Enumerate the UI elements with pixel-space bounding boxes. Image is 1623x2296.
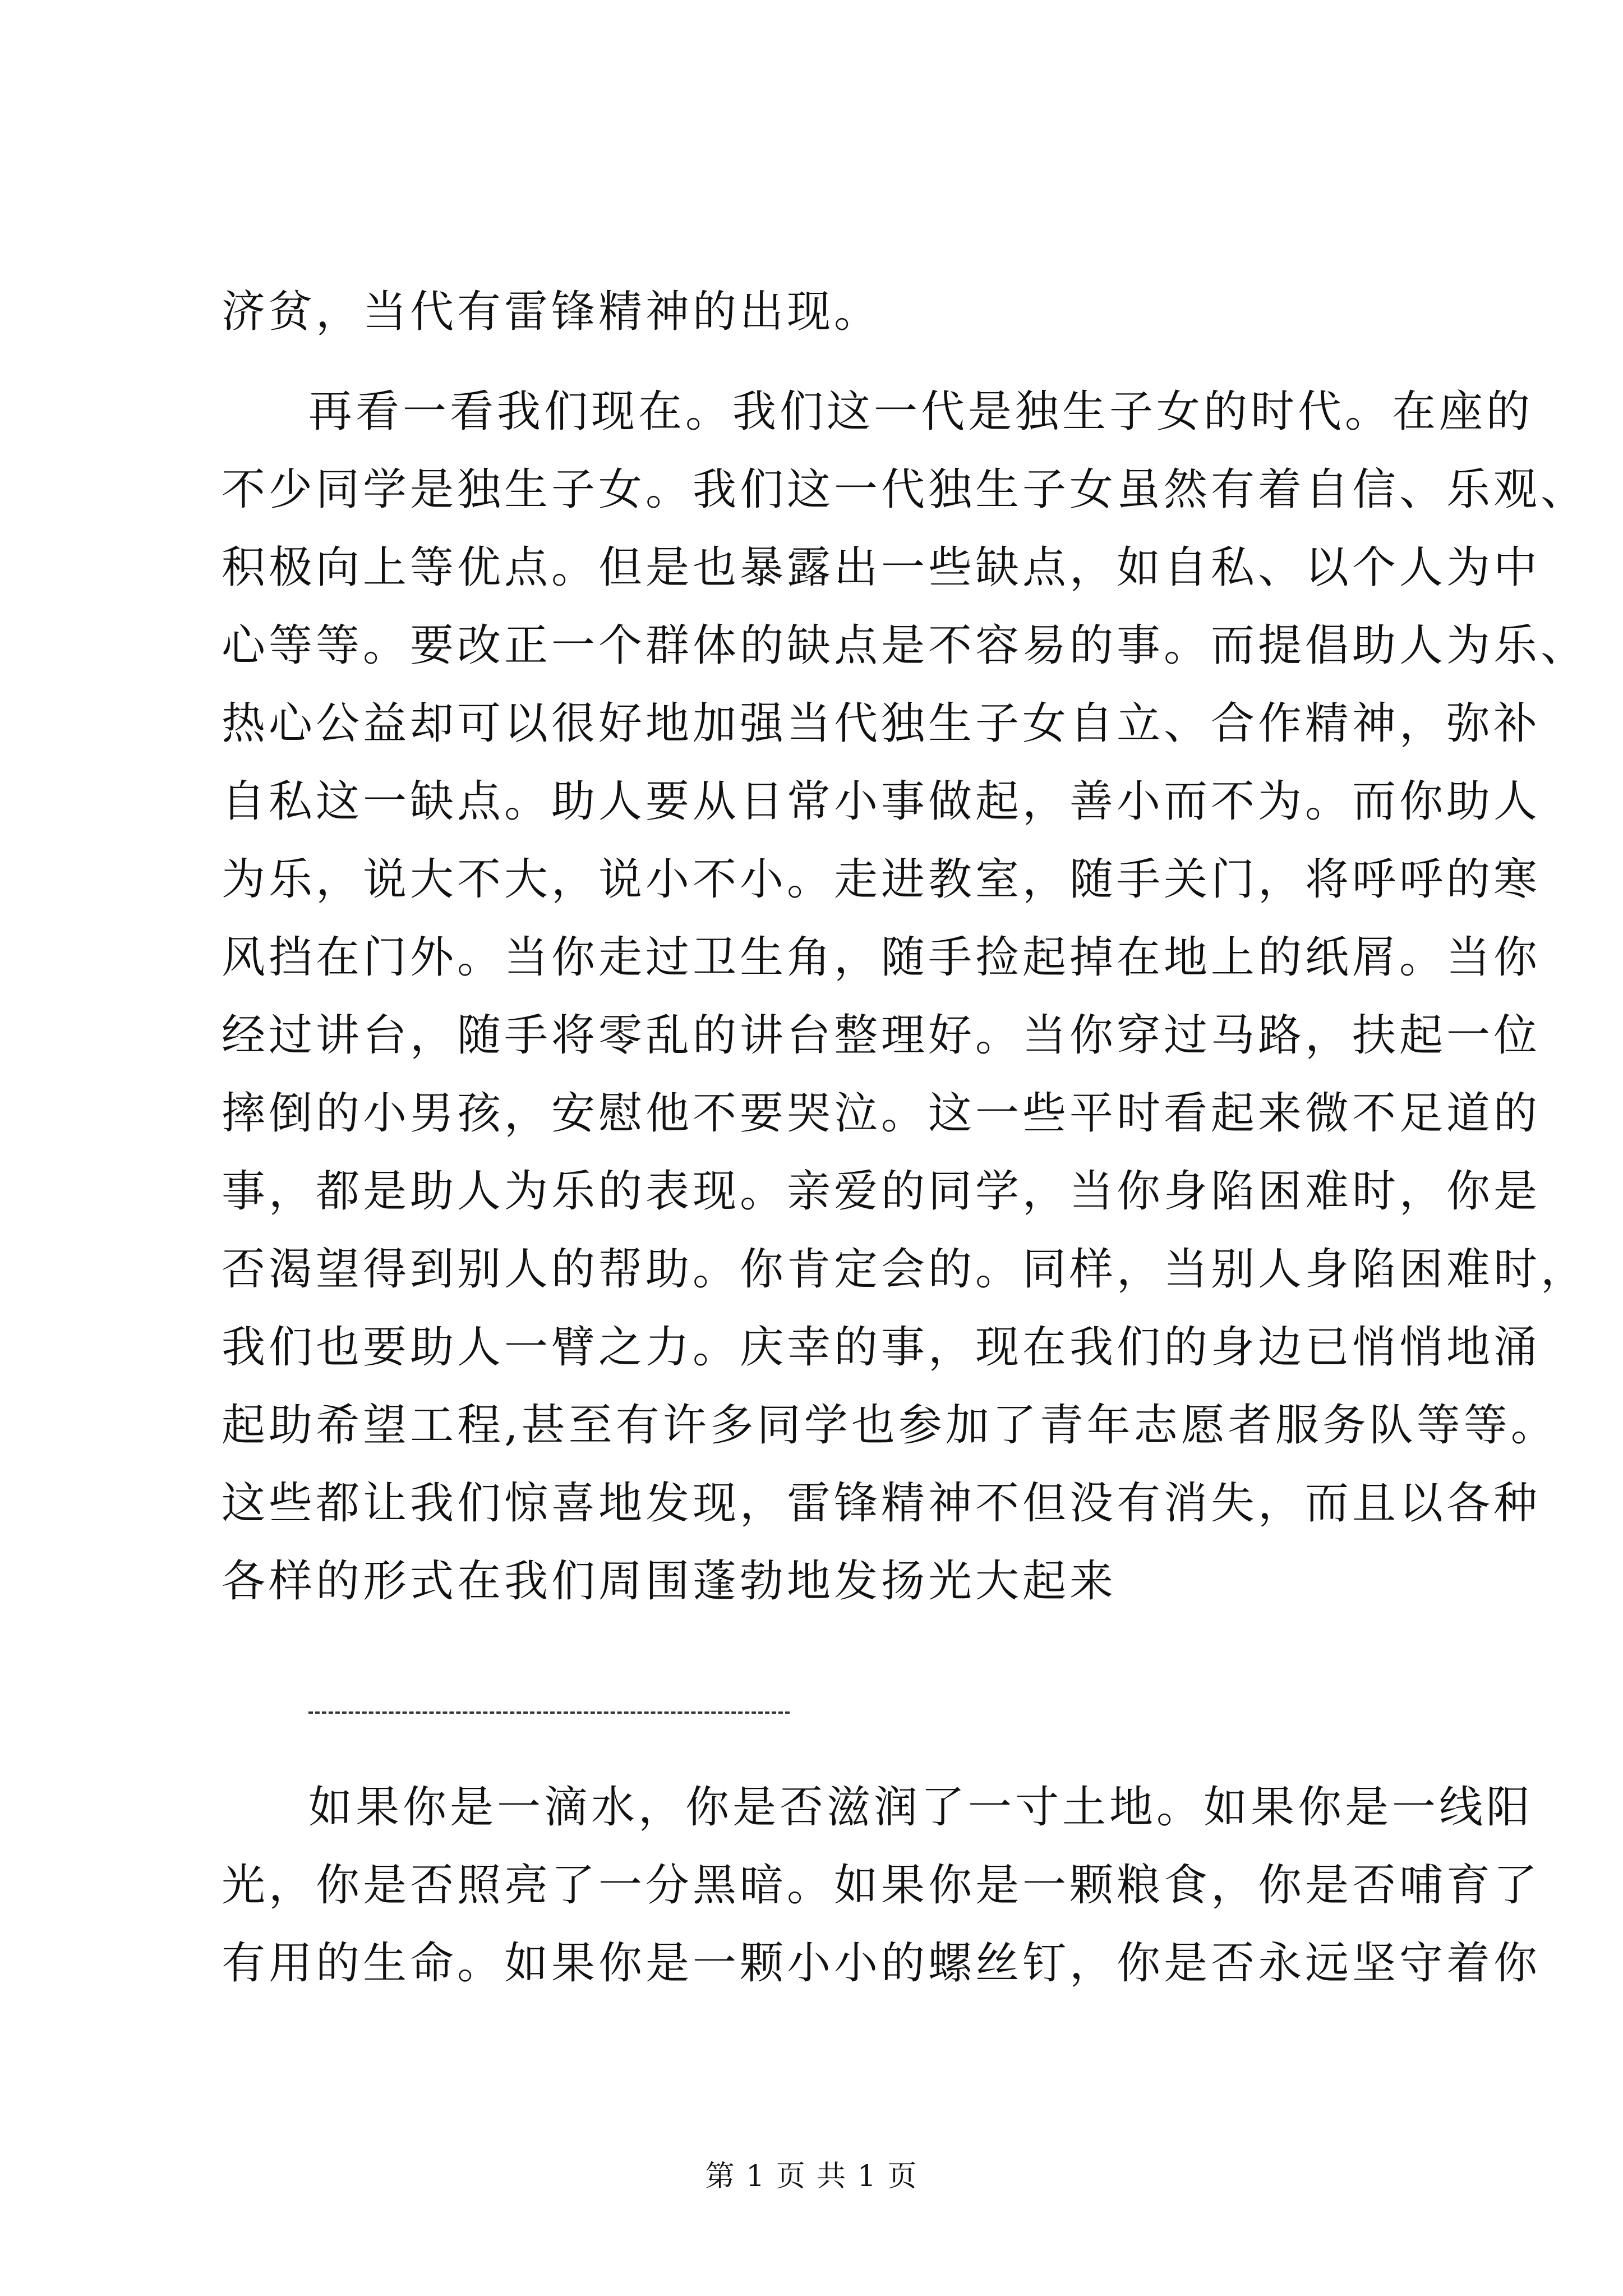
text-line: 为乐，说大不大，说小不小。走进教室，随手关门，将呼呼的寒 [222, 854, 1541, 905]
text-line: 积极向上等优点。但是也暴露出一些缺点，如自私、以个人为中 [222, 542, 1541, 593]
text-line: 起助希望工程,甚至有许多同学也参加了青年志愿者服务队等等。 [222, 1400, 1558, 1451]
paragraph-first-line: 如果你是一滴水，你是否滋润了一寸土地。如果你是一线阳 [308, 1782, 1534, 1833]
text-line: 否渴望得到别人的帮助。你肯定会的。同样，当别人身陷困难时， [222, 1244, 1588, 1295]
text-line: 事，都是助人为乐的表现。亲爱的同学，当你身陷困难时，你是 [222, 1166, 1541, 1217]
text-line: 光，你是否照亮了一分黑暗。如果你是一颗粮食，你是否哺育了 [222, 1860, 1541, 1911]
text-line: 我们也要助人一臂之力。庆幸的事，现在我们的身边已悄悄地涌 [222, 1322, 1541, 1373]
text-line: 摔倒的小男孩，安慰他不要哭泣。这一些平时看起来微不足道的 [222, 1088, 1541, 1139]
text-line: 不少同学是独生子女。我们这一代独生子女虽然有着自信、乐观、 [222, 464, 1588, 515]
text-line: 风挡在门外。当你走过卫生角，随手捡起掉在地上的纸屑。当你 [222, 932, 1541, 983]
text-line: 心等等。要改正一个群体的缺点是不容易的事。而提倡助人为乐、 [222, 620, 1588, 671]
text-line: 这些都让我们惊喜地发现，雷锋精神不但没有消失，而且以各种 [222, 1478, 1541, 1529]
text-line: 热心公益却可以很好地加强当代独生子女自立、合作精神，弥补 [222, 698, 1541, 749]
text-line: 经过讲台，随手将零乱的讲台整理好。当你穿过马路，扶起一位 [222, 1010, 1541, 1061]
text-line: 有用的生命。如果你是一颗小小的螺丝钉，你是否永远坚守着你 [222, 1938, 1541, 1989]
paragraph-first-line: 再看一看我们现在。我们这一代是独生子女的时代。在座的 [308, 386, 1534, 437]
text-line: 各样的形式在我们周围蓬勃地发扬光大起来 [222, 1556, 1117, 1607]
page-number-footer: 第 1 页 共 1 页 [705, 2160, 918, 2193]
section-separator [308, 1711, 790, 1714]
text-line: 济贫，当代有雷锋精神的出现。 [222, 287, 882, 337]
text-line: 自私这一缺点。助人要从日常小事做起，善小而不为。而你助人 [222, 776, 1541, 827]
